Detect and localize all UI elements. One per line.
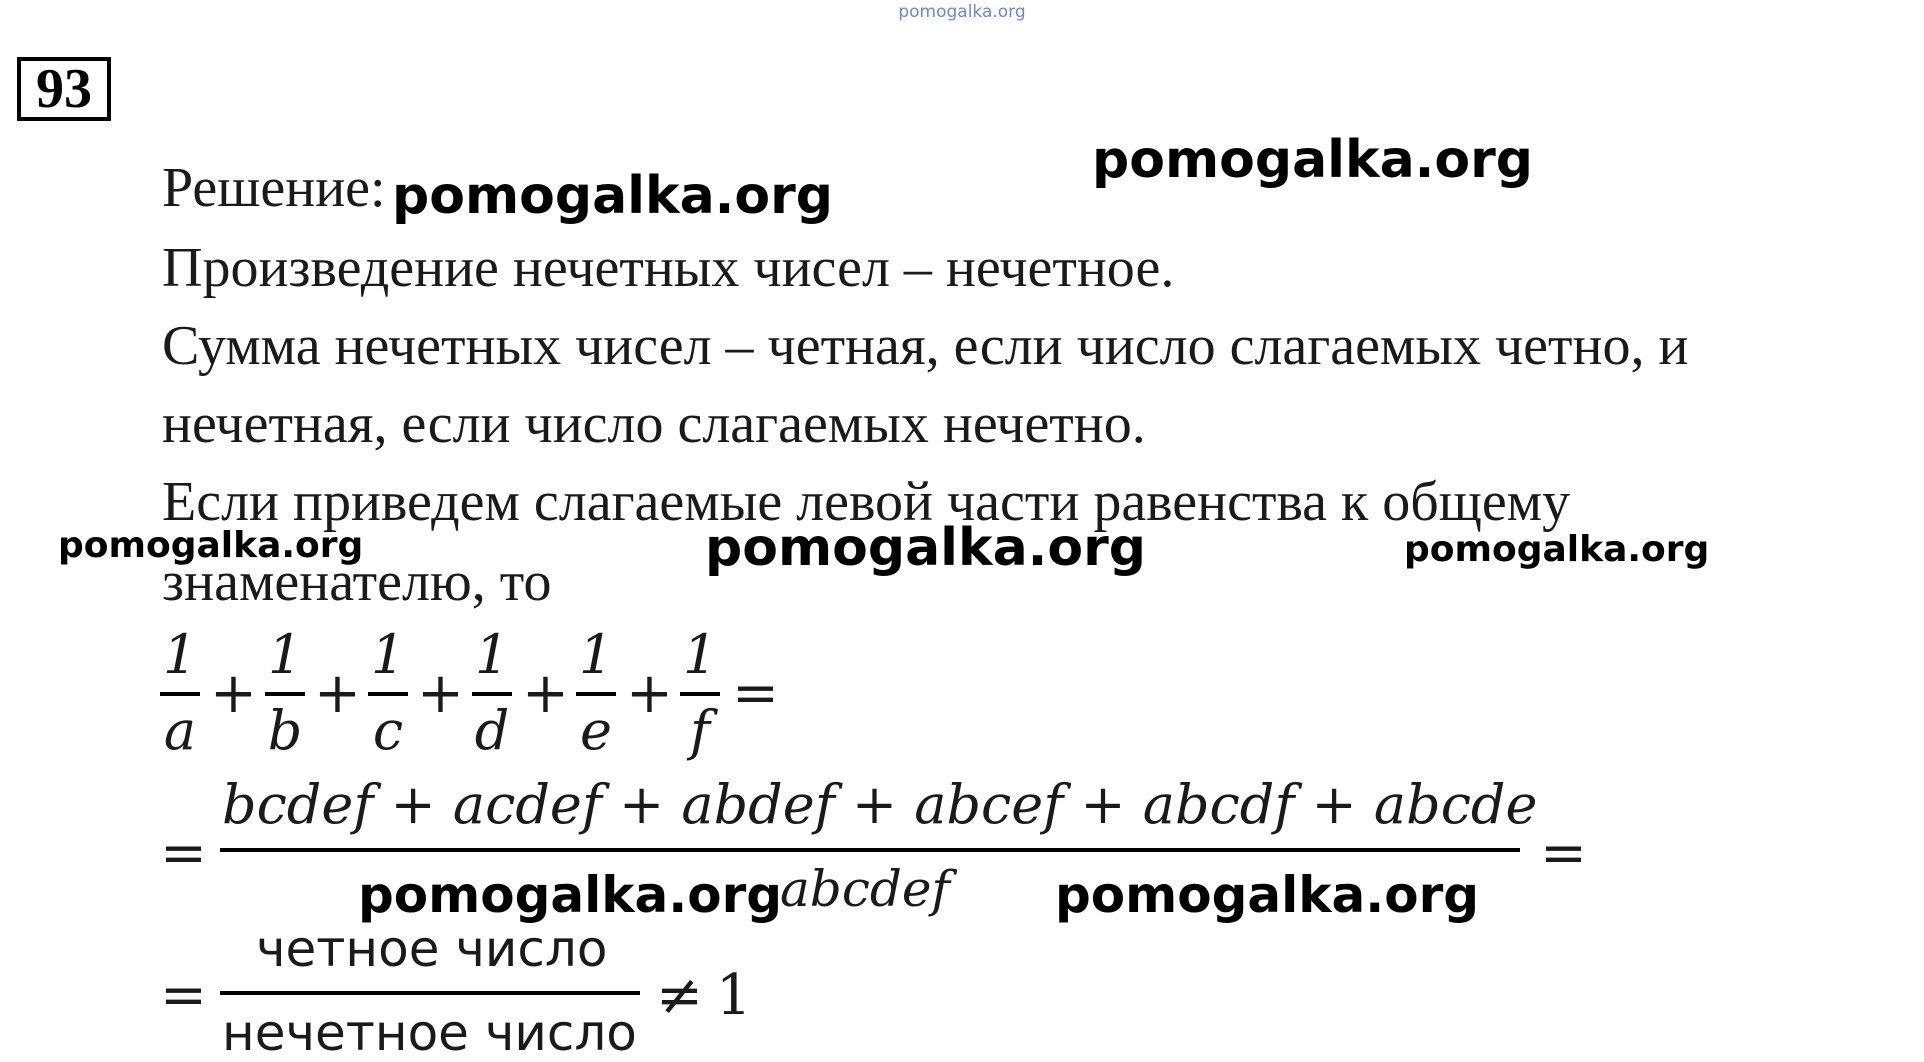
equals-sign: = (732, 661, 779, 726)
equals-sign: = (160, 821, 207, 886)
text-line-1: Произведение нечетных чисел – нечетное. (162, 237, 1175, 299)
text-line-5: знаменателю, то (162, 551, 552, 613)
fraction-1-over-e: 1 e (576, 628, 616, 758)
solution-label: Решение: (162, 157, 386, 219)
watermark: pomogalka.org (705, 518, 1147, 578)
word-numerator: четное число (256, 920, 608, 978)
plus-sign: + (522, 661, 569, 726)
plus-sign: + (314, 661, 361, 726)
equals-sign: = (160, 963, 207, 1028)
word-fraction-bar (220, 991, 640, 995)
watermark: pomogalka.org (1055, 866, 1480, 924)
fraction-1-over-a: 1 a (160, 628, 200, 758)
plus-sign: + (210, 661, 257, 726)
text-line-3: нечетная, если число слагаемых нечетно. (162, 393, 1146, 455)
plus-sign: + (626, 661, 673, 726)
fraction-1-over-c: 1 c (368, 628, 408, 758)
watermark: pomogalka.org (1092, 130, 1534, 190)
text-line-4: Если приведем слагаемые левой части равенства к общему (162, 471, 1571, 533)
text-line-2: Сумма нечетных чисел – четная, если число слагаемых четно, и (162, 315, 1689, 377)
not-equal-sign: ≠ (656, 963, 703, 1028)
watermark: pomogalka.org (358, 866, 783, 924)
plus-sign: + (417, 661, 464, 726)
fraction-1-over-d: 1 d (472, 628, 512, 758)
common-denominator: abcdef (780, 860, 950, 918)
fraction-1-over-b: 1 b (265, 628, 305, 758)
watermark: pomogalka.org (58, 525, 364, 566)
word-denominator: нечетное число (222, 1004, 637, 1062)
fraction-1-over-f: 1 f (680, 628, 720, 758)
watermark: pomogalka.org (1404, 529, 1710, 570)
fraction-bar (220, 848, 1520, 852)
result-value: 1 (716, 963, 752, 1028)
watermark: pomogalka.org (392, 166, 834, 226)
top-watermark: pomogalka.org (898, 2, 1026, 22)
problem-number: 93 (17, 57, 111, 121)
equals-sign: = (1540, 821, 1587, 886)
common-numerator: bcdef + acdef + abdef + abcef + abcdf + abcde (222, 773, 1538, 836)
